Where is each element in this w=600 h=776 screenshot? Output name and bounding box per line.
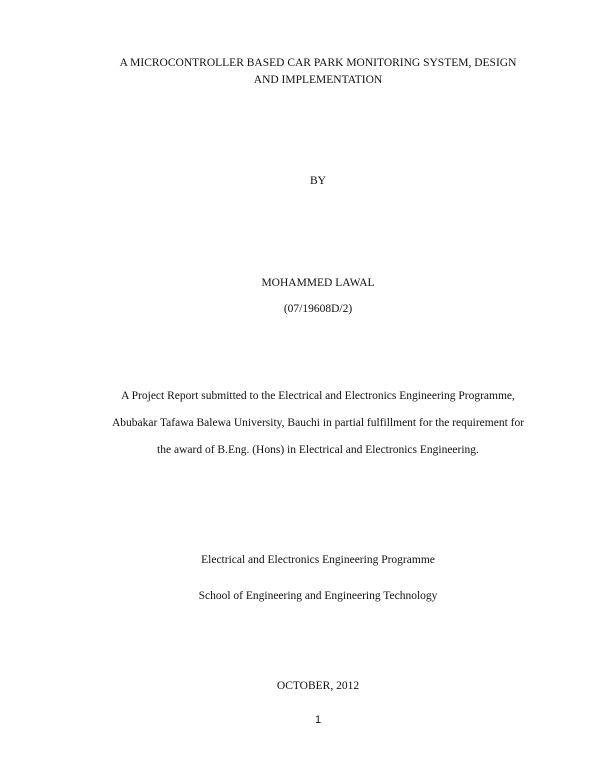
author-name: MOHAMMED LAWAL	[261, 277, 375, 289]
by-label: BY	[310, 175, 326, 187]
page-number: 1	[314, 714, 322, 726]
school-name: School of Engineering and Engineering Technology	[198, 590, 438, 602]
title-line-1: A MICROCONTROLLER BASED CAR PARK MONITORING SYSTEM, DESIGN	[119, 57, 517, 69]
submission-line-1: A Project Report submitted to the Electrical and Electronics Engineering Programme,	[121, 390, 515, 402]
submission-line-2: Abubakar Tafawa Balewa University, Bauchi in partial fulfillment for the requirement for	[111, 417, 525, 429]
title-line-2: AND IMPLEMENTATION	[253, 74, 383, 86]
registration-number: (07/19608D/2)	[283, 303, 353, 315]
programme-name: Electrical and Electronics Engineering Programme	[201, 554, 435, 566]
submission-date: OCTOBER, 2012	[276, 680, 360, 692]
submission-line-3: the award of B.Eng. (Hons) in Electrical and Electronics Engineering.	[157, 444, 479, 456]
